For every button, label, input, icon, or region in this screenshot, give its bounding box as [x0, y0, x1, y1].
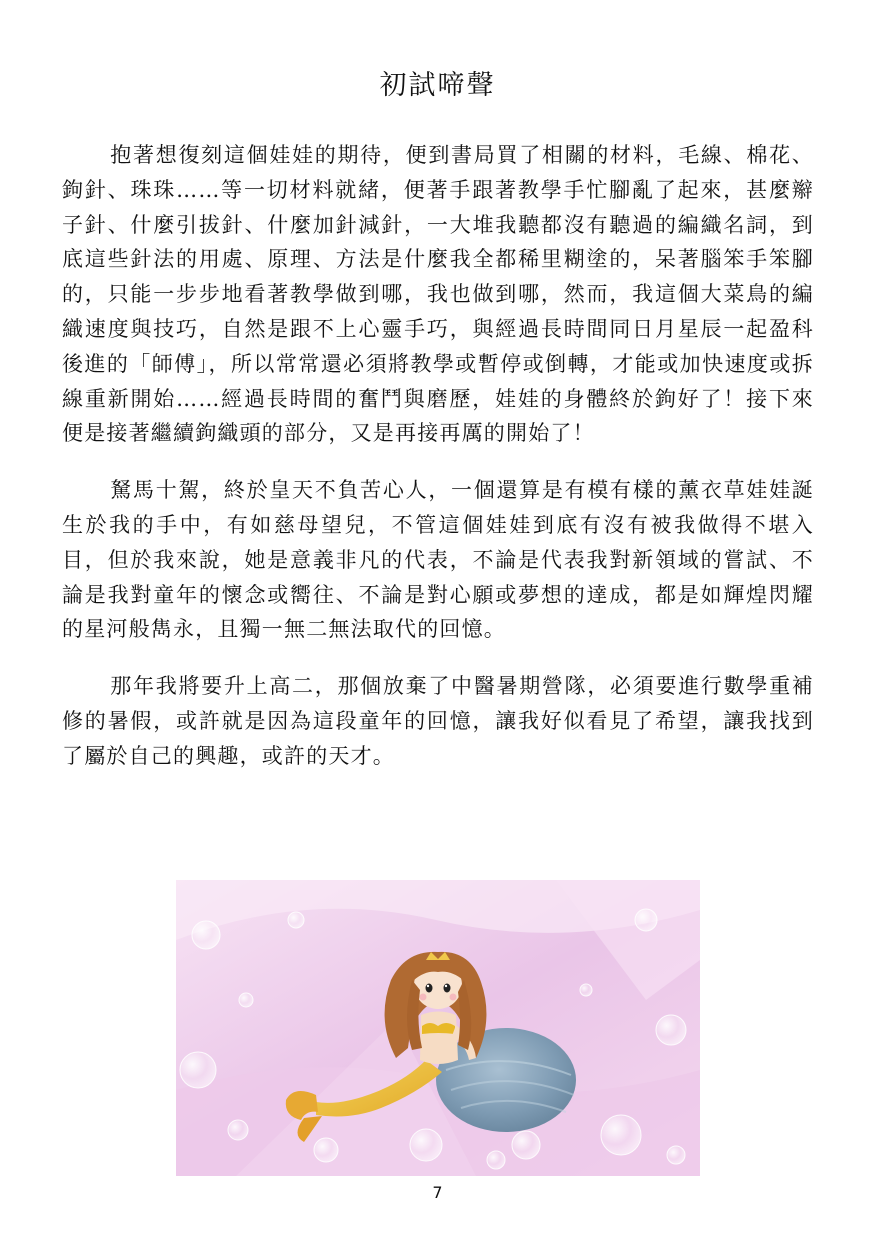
paragraph-2: 駑馬十駕，終於皇天不負苦心人，一個還算是有模有樣的薰衣草娃娃誕生於我的手中，有如慈母望兒，不管這個娃娃到底有沒有被我做得不堪入目，但於我來說，她是意義非凡的代表，不論是代表我對新領域的嘗試、不論是我對童年的懷念或嚮往、不論是對心願或夢想的達成，都是如輝煌閃耀的星河般雋永，且獨一無二無法取代的回憶。 — [62, 478, 814, 642]
mermaid-doll-photo — [176, 880, 700, 1176]
page-title: 初試啼聲 — [379, 70, 496, 101]
mermaid-doll-illustration — [176, 880, 700, 1176]
article-body — [62, 138, 814, 796]
paragraph-3: 那年我將要升上高二，那個放棄了中醫暑期營隊，必須要進行數學重補修的暑假，或許就是因為這段童年的回憶，讓我好似看見了希望，讓我找到了屬於自己的興趣，或許的天才。 — [62, 674, 814, 768]
page-number: 7 — [432, 1183, 443, 1202]
paragraph-1: 抱著想復刻這個娃娃的期待，便到書局買了相關的材料，毛線、棉花、鉤針、珠珠……等一切材料就緒，便著手跟著教學手忙腳亂了起來，甚麼辮子針、什麼引拔針、什麼加針減針，一大堆我聽都沒有聽過的編織名詞，到底這些針法的用處、原理、方法是什麼我全都稀里糊塗的，呆著腦笨手笨腳的，只能一步步地看著教學做到哪，我也做到哪，然而，我這個大菜鳥的編織速度與技巧，自然是跟不上心靈手巧，與經過長時間同日月星辰一起盈科後進的「師傅」，所以常常還必須將教學或暫停或倒轉，才能或加快速度或拆線重新開始……經過長時間的奮鬥與磨歷，娃娃的身體終於鉤好了！接下來便是接著繼續鉤織頭的部分，又是再接再厲的開始了！ — [62, 143, 814, 446]
